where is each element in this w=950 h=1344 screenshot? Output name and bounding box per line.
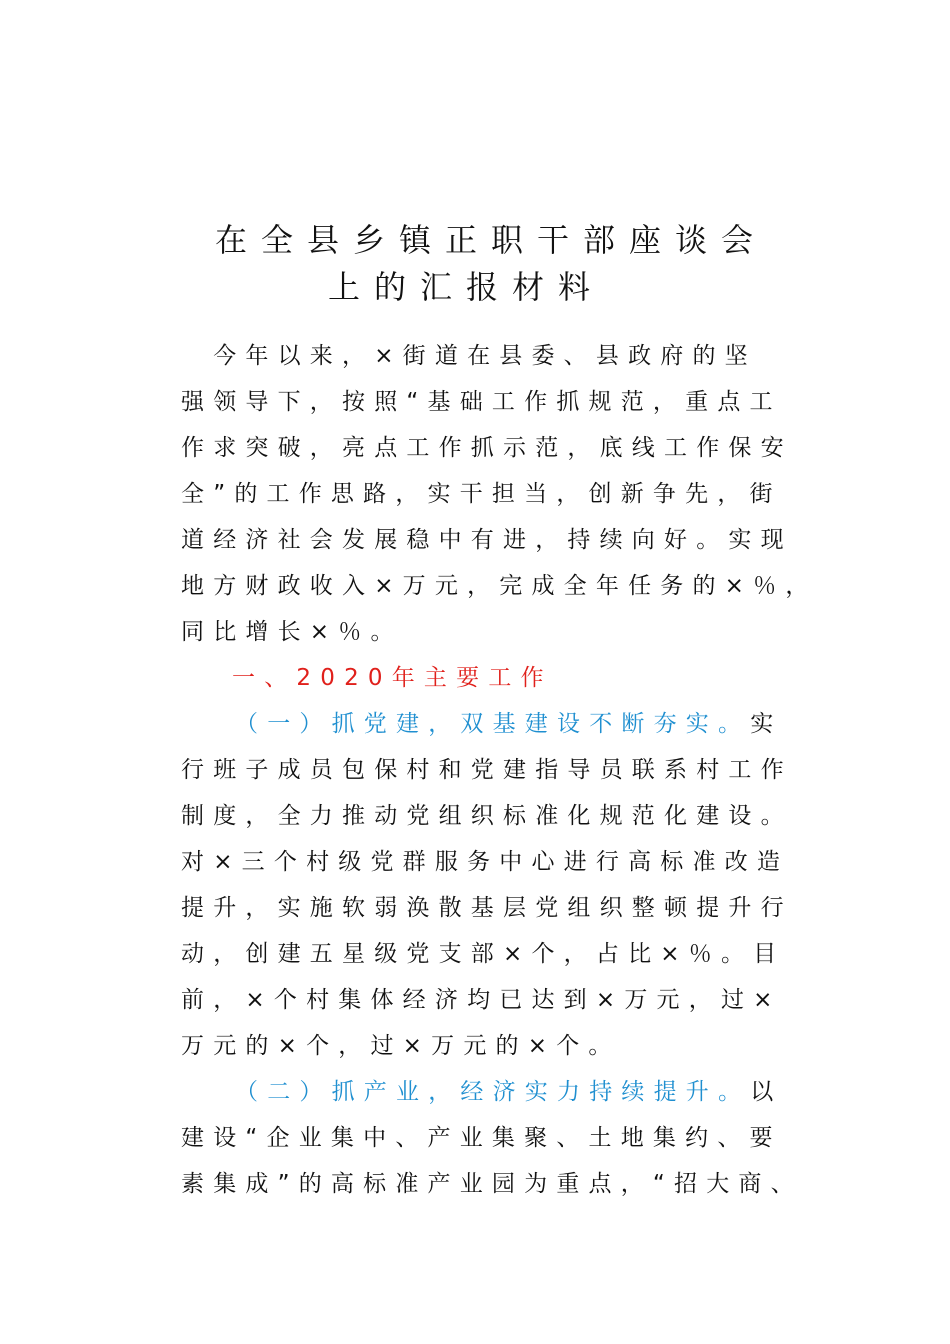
paragraph-line: 建设“企业集中、产业集聚、土地集约、要	[181, 1125, 782, 1151]
paragraph-line: 对×三个村级党群服务中心进行高标准改造	[181, 849, 790, 875]
paragraph-line: 动，创建五星级党支部×个，占比×％。目	[181, 941, 786, 967]
paragraph-line: 今年以来，×街道在县委、县政府的坚	[181, 343, 757, 369]
paragraph-line: 制度，全力推动党组织标准化规范化建设。	[181, 803, 793, 829]
paragraph-line: 行班子成员包保村和党建指导员联系村工作	[181, 757, 793, 783]
paragraph-line: 强领导下，按照“基础工作抓规范，重点工	[181, 389, 782, 415]
paragraph-line: 提升，实施软弱涣散基层党组织整顿提升行	[181, 895, 793, 921]
paragraph-line: 地方财政收入×万元，完成全年任务的×％，	[181, 573, 818, 599]
subsection-lead-text: 实	[750, 711, 783, 737]
document-title-line-1: 在全县乡镇正职干部座谈会	[215, 221, 768, 259]
paragraph-line: 前，×个村集体经济均已达到×万元，过×	[181, 987, 782, 1013]
paragraph-line: 素集成”的高标准产业园为重点，“招大商、	[181, 1171, 803, 1197]
section-heading: 一、2020年主要工作	[232, 665, 553, 691]
paragraph-line: 作求突破，亮点工作抓示范，底线工作保安	[181, 435, 793, 461]
subsection-heading-line	[235, 1081, 782, 1104]
document-title-line-2: 上的汇报材料	[328, 268, 605, 306]
subsection-heading: （二）抓产业，经济实力持续提升。	[235, 1079, 751, 1105]
subsection-lead-text: 以	[750, 1079, 783, 1105]
subsection-heading: （一）抓党建，双基建设不断夯实。	[235, 711, 751, 737]
subsection-heading-line	[235, 713, 782, 736]
paragraph-line: 同比增长×％。	[181, 619, 403, 645]
paragraph-line: 全”的工作思路，实干担当，创新争先，街	[181, 481, 782, 507]
paragraph-line: 道经济社会发展稳中有进，持续向好。实现	[181, 527, 793, 553]
paragraph-line: 万元的×个，过×万元的×个。	[181, 1033, 621, 1059]
